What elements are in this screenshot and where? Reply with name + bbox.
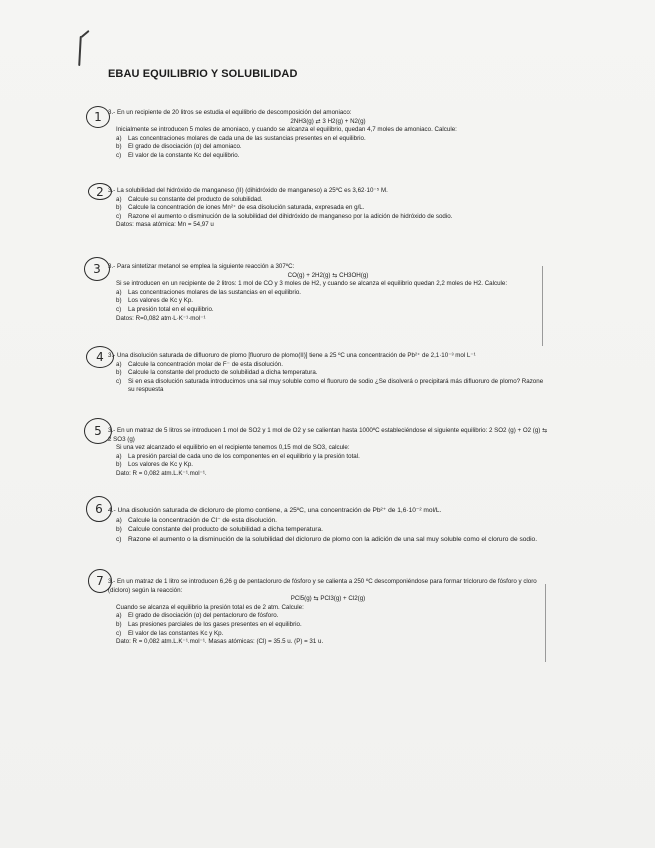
- problem-4: [108, 352, 548, 395]
- problem-6-item-a: a) Calcule la concentración de Cl⁻ de esta disolución.: [116, 516, 277, 524]
- problem-5-heading: 3.- En un matraz de 5 litros se introducen 1 mol de SO2 y 1 mol de O2 y se calientan hasta 1000ºC estableciéndose el siguiente equilibrio: 2 SO2 (g) + O2 (g) ⇆ 2 SO3 (g): [108, 427, 548, 443]
- problem-number-6: 6: [86, 496, 112, 522]
- problem-1-equation: 2NH3(g) ⇄ 3 H2(g) + N2(g): [290, 117, 366, 125]
- problem-5-data: Dato: R = 0,082 atm.L.K⁻¹.mol⁻¹.: [116, 469, 207, 477]
- problem-1-item-c: c) El valor de la constante Kc del equilibrio.: [116, 151, 240, 159]
- problem-2: [108, 187, 548, 230]
- problem-3-equation: CO(g) + 2H2(g) ⇆ CH3OH(g): [287, 271, 369, 279]
- problem-6-item-c: c) Razone el aumento o la disminución de la solubilidad del dicloruro de plomo con la adición de una sal muy soluble como el cloruro de sodio.: [116, 535, 538, 543]
- problem-4-heading: 3.- Una disolución saturada de difluoruro de plomo [fluoruro de plomo(II)] tiene a 25 ºC una concentración de Pb²⁺ de 2,1·10⁻³ mol L⁻¹: [108, 352, 476, 359]
- problem-2-data: Datos: masa atómica: Mn = 54,97 u: [116, 221, 214, 229]
- problem-1-statement: Inicialmente se introducen 5 moles de amoniaco, y cuando se alcanza el equilibrio, quedan 4,7 moles de amoniaco. Calcule:: [116, 126, 457, 134]
- problem-3-heading: 3.- Para sintetizar metanol se emplea la siguiente reacción a 307ºC:: [108, 263, 295, 270]
- problem-7-item-c: c) El valor de las constantes Kc y Kp.: [116, 629, 224, 637]
- problem-7-statement: Cuando se alcanza el equilibrio la presión total es de 2 atm. Calcule:: [116, 603, 304, 611]
- problem-3-item-a: a) Las concentraciones molares de las sustancias en el equilibrio.: [116, 288, 302, 296]
- problem-3-statement: Si se introducen en un recipiente de 2 litros: 1 mol de CO y 3 moles de H2, y cuando se alcanza el equilibrio quedan 2,2 moles de H2. Calcule:: [116, 280, 508, 288]
- problem-number-3: 3: [84, 257, 110, 281]
- problem-1: [108, 109, 548, 161]
- problem-4-item-c: c) Si en esa disolución saturada introducimos una sal muy soluble como el fluoruro de sodio ¿Se disolverá o precipitará más difluoruro de plomo? Razone su respuesta: [116, 377, 544, 394]
- problem-number-1: 1: [86, 106, 110, 128]
- problem-7-equation: PCl5(g) ⇆ PCl3(g) + Cl2(g): [290, 595, 366, 603]
- problem-3-item-b: b) Los valores de Kc y Kp.: [116, 297, 194, 305]
- problem-7-item-a: a) El grado de disociación (α) del pentacloruro de fósforo.: [116, 612, 279, 620]
- problem-2-item-b: b) Calcule la concentración de iones Mn²⁺ de esa disolución saturada, expresada en g/L.: [116, 204, 365, 212]
- problem-1-heading: 3.- En un recipiente de 20 litros se estudia el equilibrio de descomposición del amoniaco:: [108, 109, 352, 116]
- problem-4-item-a: a) Calcule la concentración molar de F⁻ de esta disolución.: [116, 360, 283, 368]
- problem-5: [108, 427, 548, 479]
- problem-5-item-b: b) Los valores de Kc y Kp.: [116, 461, 194, 469]
- problem-number-4: 4: [86, 346, 114, 368]
- problem-7-item-b: b) Las presiones parciales de los gases presentes en el equilibrio.: [116, 620, 302, 628]
- problem-4-item-b: b) Calcule la constante del producto de solubilidad a dicha temperatura.: [116, 369, 318, 377]
- problem-3-data: Datos: R=0,082 atm·L·K⁻¹·mol⁻¹: [116, 314, 206, 322]
- problem-2-item-a: a) Calcule su constante del producto de solubilidad.: [116, 195, 263, 203]
- problem-7-data: Dato: R = 0,082 atm.L.K⁻¹.mol⁻¹. Masas atómicas: (Cl) = 35.5 u. (P) = 31 u.: [116, 638, 324, 646]
- problem-6-item-b: b) Calcule constante del producto de solubilidad a dicha temperatura.: [116, 526, 324, 534]
- problem-3: [108, 263, 548, 323]
- problem-number-2: 2: [88, 183, 112, 200]
- problem-3-item-c: c) La presión total en el equilibrio.: [116, 305, 214, 313]
- problem-2-heading: 3.- La solubilidad del hidróxido de manganeso (II) (dihidróxido de manganeso) a 25ºC es 3,62·10⁻⁵ M.: [108, 187, 388, 194]
- problem-7-heading: 3.- En un matraz de 1 litro se introducen 6,26 g de pentacloruro de fósforo y se calienta a 250 ºC descomponiéndose para formar tricloruro de fósforo y cloro (dicloro) según la reacción:: [108, 578, 537, 594]
- problem-6-heading: 4.- Una disolución saturada de dicloruro de plomo contiene, a 25ºC, una concentración de Pb²⁺ de 1,6·10⁻² mol/L.: [108, 507, 442, 514]
- problem-number-7: 7: [88, 569, 112, 593]
- problem-6: [108, 506, 548, 544]
- problem-1-item-b: b) El grado de disociación (α) del amoniaco.: [116, 143, 242, 151]
- problem-number-5: 5: [84, 418, 112, 444]
- problem-5-statement: Si una vez alcanzado el equilibrio en el recipiente tenemos 0,15 mol de SO3, calcule:: [116, 444, 350, 452]
- pen-mark-tick: [81, 30, 90, 38]
- page-title: EBAU EQUILIBRIO Y SOLUBILIDAD: [108, 68, 298, 80]
- problem-1-item-a: a) Las concentraciones molares de cada una de las sustancias presentes en el equilibrio.: [116, 134, 366, 142]
- problem-7: [108, 578, 548, 647]
- pen-mark: [78, 36, 82, 66]
- problem-5-item-a: a) La presión parcial de cada uno de los componentes en el equilibrio y la presión total.: [116, 452, 360, 460]
- problem-2-item-c: c) Razone el aumento o disminución de la solubilidad del dihidróxido de manganeso por la adición de hidróxido de sodio.: [116, 212, 453, 220]
